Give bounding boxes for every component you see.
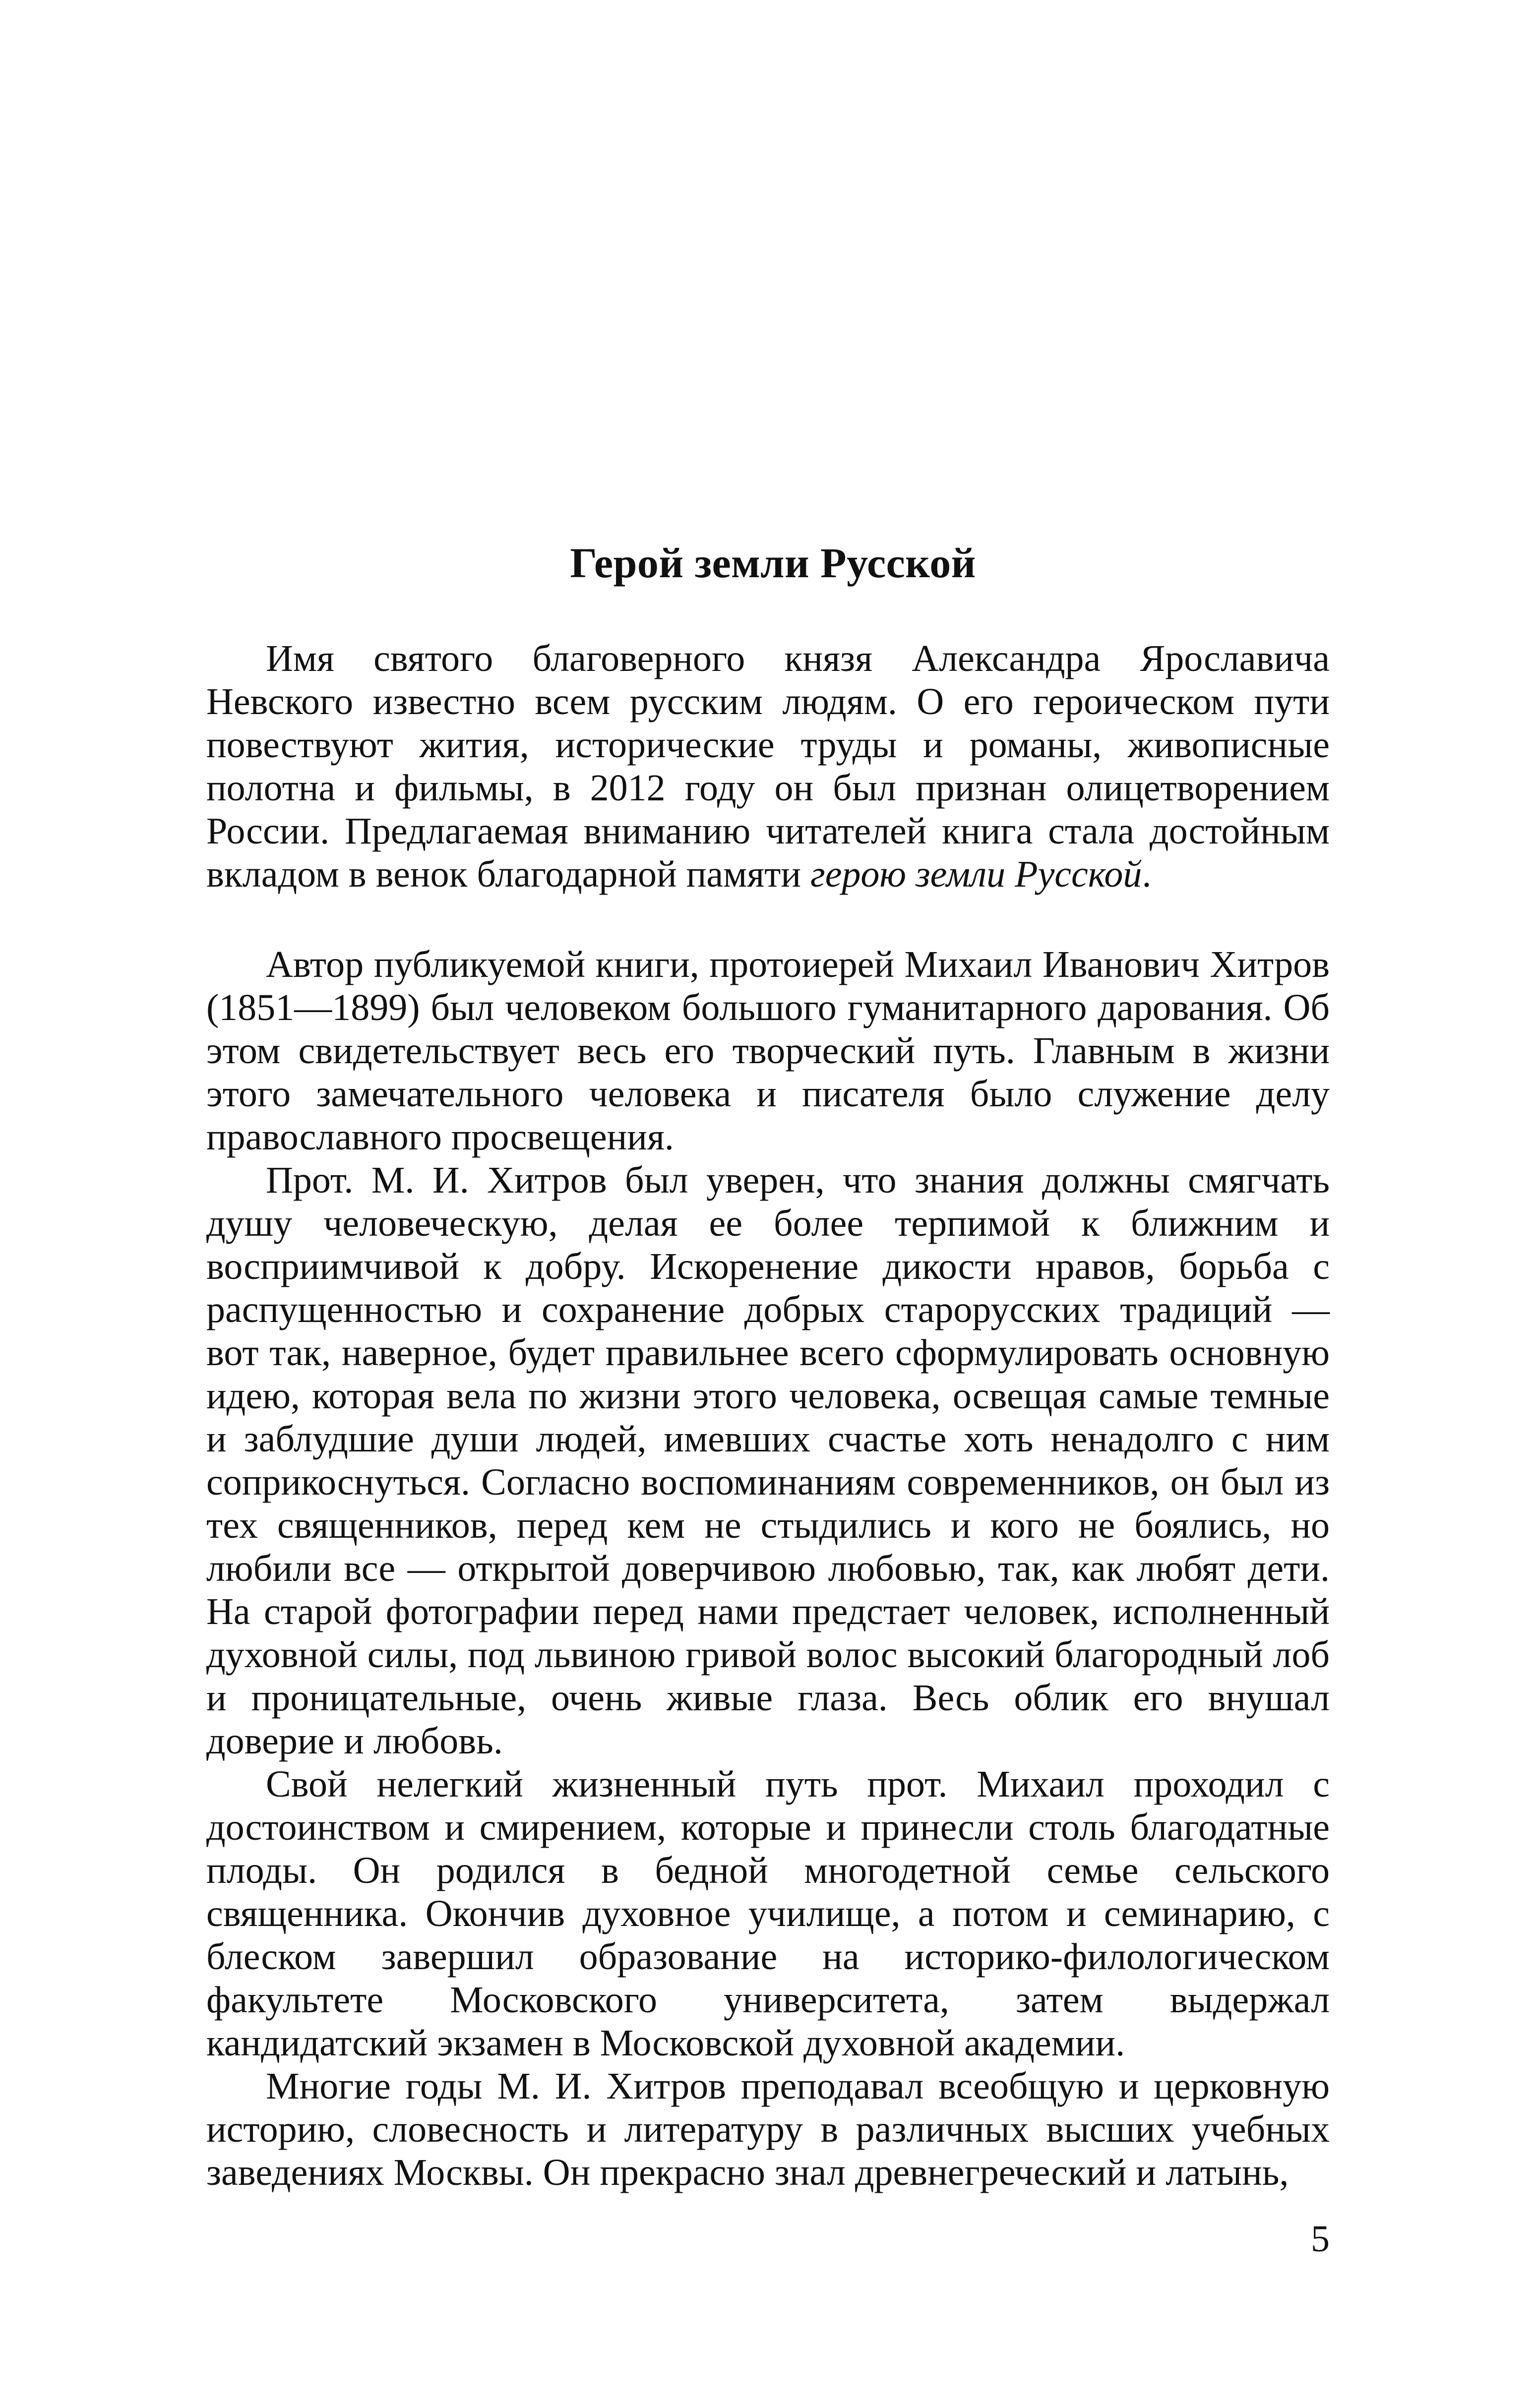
- paragraph-1-end: .: [1142, 853, 1152, 895]
- paragraph-4: Свой нелегкий жизненный путь прот. Михаил проходил с достоинством и смирением, которые и принесли столь благодатные плоды. Он родился в бедной многодетной семье сельского священника. Окончив духовное училище, а потом и семинарию, с блеском завершил образование на историко-филологическом факультете Московского университета, затем выдержал кандидатский экзамен в Московской духовной академии.: [206, 1763, 1330, 2064]
- paragraph-1: [206, 637, 1330, 896]
- chapter-title: Герой земли Русской: [570, 539, 976, 587]
- paragraph-1-italic-phrase: герою земли Русской: [810, 853, 1142, 895]
- paragraph-2: Автор публикуемой книги, протоиерей Михаил Иванович Хитров (1851—1899) был человеком большого гуманитарного дарования. Об этом свидетельствует весь его творческий путь. Главным в жизни этого замечательного человека и писателя было служение делу православного просвещения.: [206, 944, 1330, 1158]
- page-number: 5: [1311, 2218, 1330, 2260]
- paragraph-5: Многие годы М. И. Хитров преподавал всеобщую и церковную историю, словесность и литературу в различных высших учебных заведениях Москвы. Он прекрасно знал древнегреческий и латынь,: [206, 2065, 1330, 2193]
- paragraph-3: Прот. М. И. Хитров был уверен, что знания должны смягчать душу человеческую, делая ее более терпимой к ближним и восприимчивой к добру. Искоренение дикости нравов, борьба с распущенностью и сохранение добрых старорусских традиций — вот так, наверное, будет правильнее всего сформулировать основную идею, которая вела по жизни этого человека, освещая самые темные и заблудшие души людей, имевших счастье хоть ненадолго с ним соприкоснуться. Согласно воспоминаниям современников, он был из тех священников, перед кем не стыдились и кого не боялись, но любили все — открытой доверчивою любовью, так, как любят дети. На старой фотографии перед нами предстает человек, исполненный духовной силы, под львиною гривой волос высокий благородный лоб и проницательные, очень живые глаза. Весь облик его внушал доверие и любовь.: [206, 1159, 1330, 1762]
- text-block: [206, 536, 1330, 2194]
- paragraph-1-text: Имя святого благоверного князя Александра Ярославича Невского известно всем русским людям. О его героическом пути повествуют жития, исторические труды и романы, живописные полотна и фильмы, в 2012 году он был признан олицетворением России. Предлагаемая вниманию читателей книга стала достойным вкладом в венок благодарной памяти: [206, 638, 1330, 895]
